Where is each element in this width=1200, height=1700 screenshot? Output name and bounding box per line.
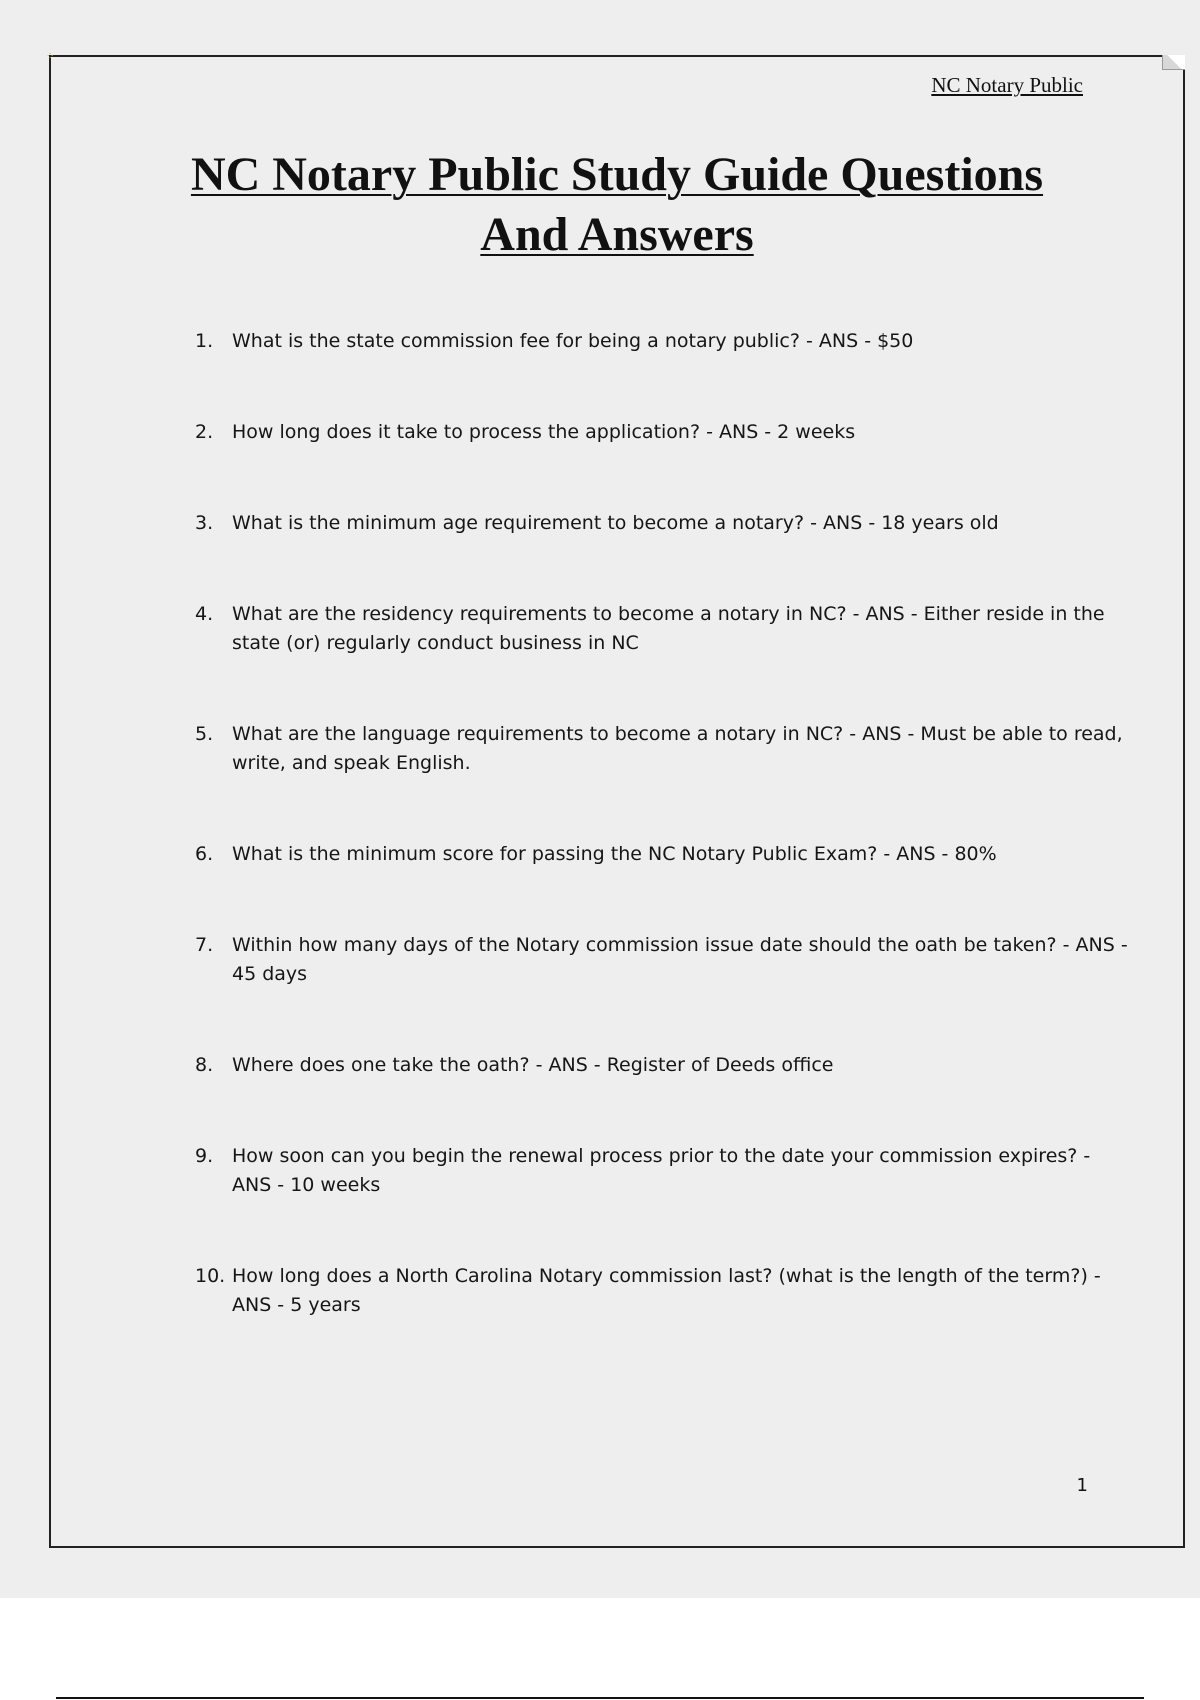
title-line-1: NC Notary Public Study Guide Questions [190,148,1044,201]
list-item [143,418,1133,509]
document-title [111,145,1123,265]
question-text: What are the language requirements to become a notary in NC? - ANS - Must be able to read, write, and speak English. [232,723,1123,774]
question-text: What are the residency requirements to become a notary in NC? - ANS - Either reside in the state (or) regularly conduct business in NC [232,603,1105,654]
list-item [143,327,1133,418]
anchor-icon: ⁘ [46,51,55,62]
document-page [46,51,1185,1548]
list-item [143,600,1133,720]
list-item [143,1262,1133,1382]
title-line-2: And Answers [480,208,754,261]
question-number: 4. [195,603,214,625]
question-text: How long does it take to process the application? - ANS - 2 weeks [232,421,856,443]
question-text: How soon can you begin the renewal process prior to the date your commission expires? - ANS - 10 weeks [232,1145,1091,1196]
running-header: NC Notary Public [931,73,1083,97]
question-text: What is the minimum age requirement to become a notary? - ANS - 18 years old [232,512,999,534]
page-fold-corner [1162,55,1185,70]
question-number: 9. [195,1145,214,1167]
question-number: 3. [195,512,214,534]
question-list [143,327,1133,1382]
question-number: 2. [195,421,214,443]
list-item [143,720,1133,840]
list-item [143,1142,1133,1262]
question-text: What is the minimum score for passing the NC Notary Public Exam? - ANS - 80% [232,843,997,865]
question-number: 6. [195,843,214,865]
question-text: Within how many days of the Notary commission issue date should the oath be taken? - ANS - 45 days [232,934,1128,985]
question-number: 7. [195,934,214,956]
list-item [143,509,1133,600]
question-text: How long does a North Carolina Notary commission last? (what is the length of the term?) - ANS - 5 years [232,1265,1101,1316]
question-number: 8. [195,1054,214,1076]
question-text: What is the state commission fee for being a notary public? - ANS - $50 [232,330,914,352]
question-number: 10. [195,1265,226,1287]
question-number: 5. [195,723,214,745]
list-item [143,931,1133,1051]
list-item [143,840,1133,931]
page-number: 1 [1076,1475,1088,1496]
question-text: Where does one take the oath? - ANS - Register of Deeds office [232,1054,834,1076]
list-item [143,1051,1133,1142]
question-number: 1. [195,330,214,352]
footer-divider [56,1697,1144,1699]
